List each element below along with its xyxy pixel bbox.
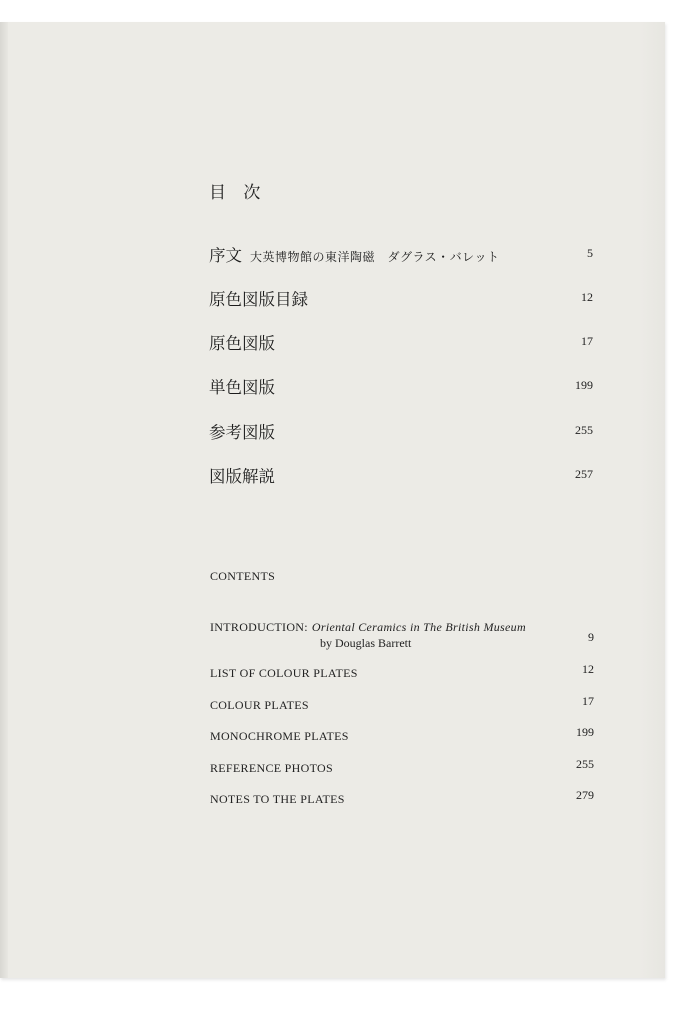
english-toc-entry-label: [210, 620, 526, 635]
english-toc-entry-introduction: [210, 620, 594, 654]
english-toc-entry-label: REFERENCE PHOTOS: [210, 761, 333, 775]
english-toc-entry-colour-list: [210, 662, 594, 686]
japanese-toc-page-number: 17: [581, 334, 593, 348]
preface-label: 序文: [209, 246, 242, 265]
japanese-toc-entry-reference-plates: [209, 419, 593, 443]
japanese-toc-entry-monochrome-plates: [209, 374, 593, 398]
english-toc-page-number: 199: [576, 725, 594, 739]
japanese-toc-page-number: 12: [581, 290, 593, 304]
english-toc-heading: CONTENTS: [210, 569, 276, 583]
japanese-toc-entry-preface: [209, 242, 593, 266]
preface-subtitle: 大英博物館の東洋陶磁 ダグラス・バレット: [250, 250, 500, 264]
japanese-toc-heading: 目 次: [209, 183, 267, 203]
book-page: [0, 22, 665, 978]
english-toc-entry-plate-notes: [210, 788, 594, 812]
english-toc-page-number: 279: [576, 788, 594, 802]
japanese-toc-entry-colour-list: [209, 286, 593, 310]
japanese-toc-entry-colour-plates: [209, 330, 593, 354]
english-toc-entry-label: COLOUR PLATES: [210, 698, 309, 712]
english-toc-page-number: 9: [588, 630, 594, 644]
english-toc-page-number: 17: [582, 694, 594, 708]
english-toc-entry-label: LIST OF COLOUR PLATES: [210, 666, 358, 680]
japanese-toc-entry-label: 原色図版: [209, 334, 275, 353]
japanese-toc-page-number: 5: [587, 246, 593, 260]
page-binding-edge: [0, 22, 8, 978]
english-toc-entry-reference-photos: [210, 757, 594, 781]
english-toc-page-number: 12: [582, 662, 594, 676]
english-toc-entry-colour-plates: [210, 694, 594, 718]
japanese-toc-entry-label: [209, 242, 500, 266]
introduction-label: INTRODUCTION:: [210, 620, 308, 634]
english-toc-entry-monochrome-plates: [210, 725, 594, 749]
introduction-author: by Douglas Barrett: [320, 636, 412, 650]
japanese-toc-page-number: 257: [575, 467, 593, 481]
japanese-toc-entry-plate-notes: [209, 463, 593, 487]
japanese-toc-entry-label: 原色図版目録: [209, 290, 308, 309]
japanese-toc-page-number: 255: [575, 423, 593, 437]
english-toc-entry-label: NOTES TO THE PLATES: [210, 792, 345, 806]
english-toc-entry-label: MONOCHROME PLATES: [210, 729, 349, 743]
english-toc-page-number: 255: [576, 757, 594, 771]
introduction-title: Oriental Ceramics in The British Museum: [311, 620, 526, 634]
japanese-toc-entry-label: 参考図版: [209, 423, 275, 442]
japanese-toc-entry-label: 単色図版: [209, 378, 275, 397]
japanese-toc-entry-label: 図版解説: [209, 467, 275, 486]
japanese-toc-page-number: 199: [575, 378, 593, 392]
